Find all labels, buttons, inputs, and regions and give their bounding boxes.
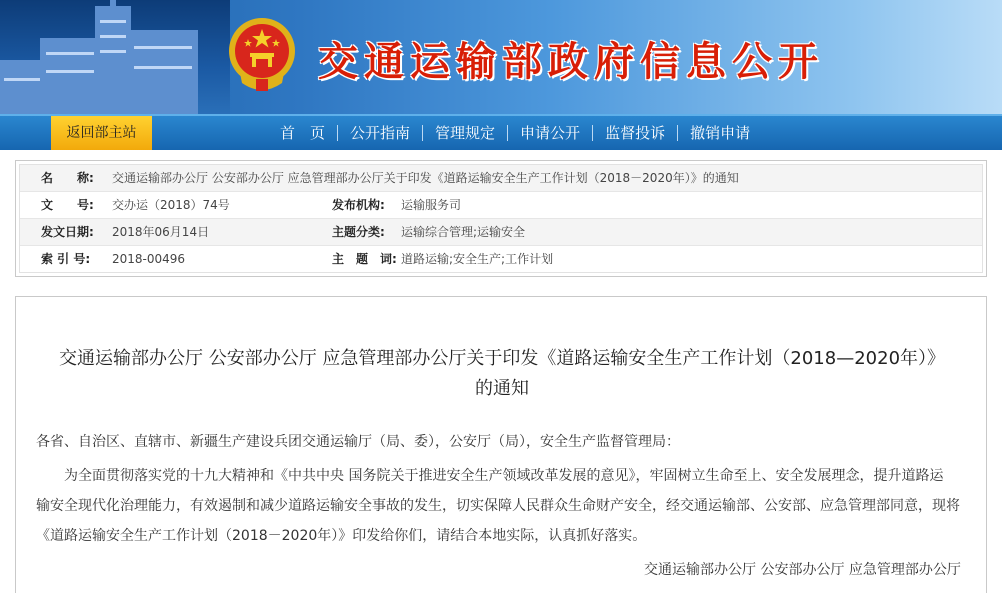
nav-menu	[268, 116, 762, 150]
site-banner	[0, 0, 1002, 114]
keywords-label: 主 题 词:	[332, 252, 397, 266]
category-value: 运输综合管理;运输安全	[401, 225, 526, 239]
site-title: 交通运输部政府信息公开	[318, 39, 824, 85]
index-label: 索 引 号:	[41, 252, 91, 266]
issuer-value: 运输服务司	[401, 198, 462, 212]
document-info-box	[15, 160, 987, 277]
name-label: 名 称:	[41, 171, 94, 185]
return-home-button[interactable]: 返回部主站	[51, 116, 152, 150]
category-label: 主题分类:	[332, 225, 385, 239]
article-body-line: 输安全现代化治理能力，有效遏制和减少道路运输安全事故的发生，切实保障人民群众生命财产安全，经交通运输部、公安部、应急管理部同意，现将	[36, 498, 960, 514]
nav-item-regulations[interactable]: 管理规定	[435, 124, 496, 142]
main-nav	[0, 114, 1002, 150]
building-illustration	[0, 0, 230, 114]
date-value: 2018年06月14日	[112, 225, 210, 239]
article-recipients: 各省、自治区、直辖市、新疆生产建设兵团交通运输厅（局、委），公安厅（局），安全生产监督管理局：	[36, 434, 680, 450]
issuer-label: 发布机构:	[332, 198, 385, 212]
keywords-value: 道路运输;安全生产;工作计划	[401, 252, 554, 266]
article-title: 交通运输部办公厅 公安部办公厅 应急管理部办公厅关于印发《道路运输安全生产工作计划（2018—2020年）》的通知	[58, 348, 946, 399]
name-value: 交通运输部办公厅 公安部办公厅 应急管理部办公厅关于印发《道路运输安全生产工作计划（2018－2020年）》的通知	[112, 171, 739, 185]
national-emblem-icon	[226, 13, 298, 97]
doc-number-label: 文 号:	[41, 198, 94, 212]
index-value: 2018-00496	[112, 252, 186, 266]
nav-item-home[interactable]: 首 页	[280, 124, 326, 142]
article-panel	[15, 296, 987, 593]
article-body-line: 《道路运输安全生产工作计划（2018－2020年）》印发给你们，请结合本地实际，认真抓好落实。	[36, 528, 647, 544]
date-label: 发文日期:	[41, 225, 94, 239]
info-row-doc-no	[20, 192, 982, 219]
doc-number-value: 交办运（2018）74号	[112, 198, 230, 212]
article-signature: 交通运输部办公厅 公安部办公厅 应急管理部办公厅	[644, 562, 961, 578]
article-body-line: 为全面贯彻落实党的十九大精神和《中共中央 国务院关于推进安全生产领域改革发展的意见》，牢固树立生命至上、安全发展理念，提升道路运	[64, 468, 944, 484]
nav-item-apply[interactable]: 申请公开	[520, 124, 581, 142]
nav-item-complaint[interactable]: 监督投诉	[605, 124, 666, 142]
info-row-index	[20, 246, 982, 273]
nav-item-guide[interactable]: 公开指南	[350, 124, 411, 142]
nav-item-withdraw[interactable]: 撤销申请	[690, 124, 751, 142]
info-row-date	[20, 219, 982, 246]
info-row-name	[20, 165, 982, 192]
